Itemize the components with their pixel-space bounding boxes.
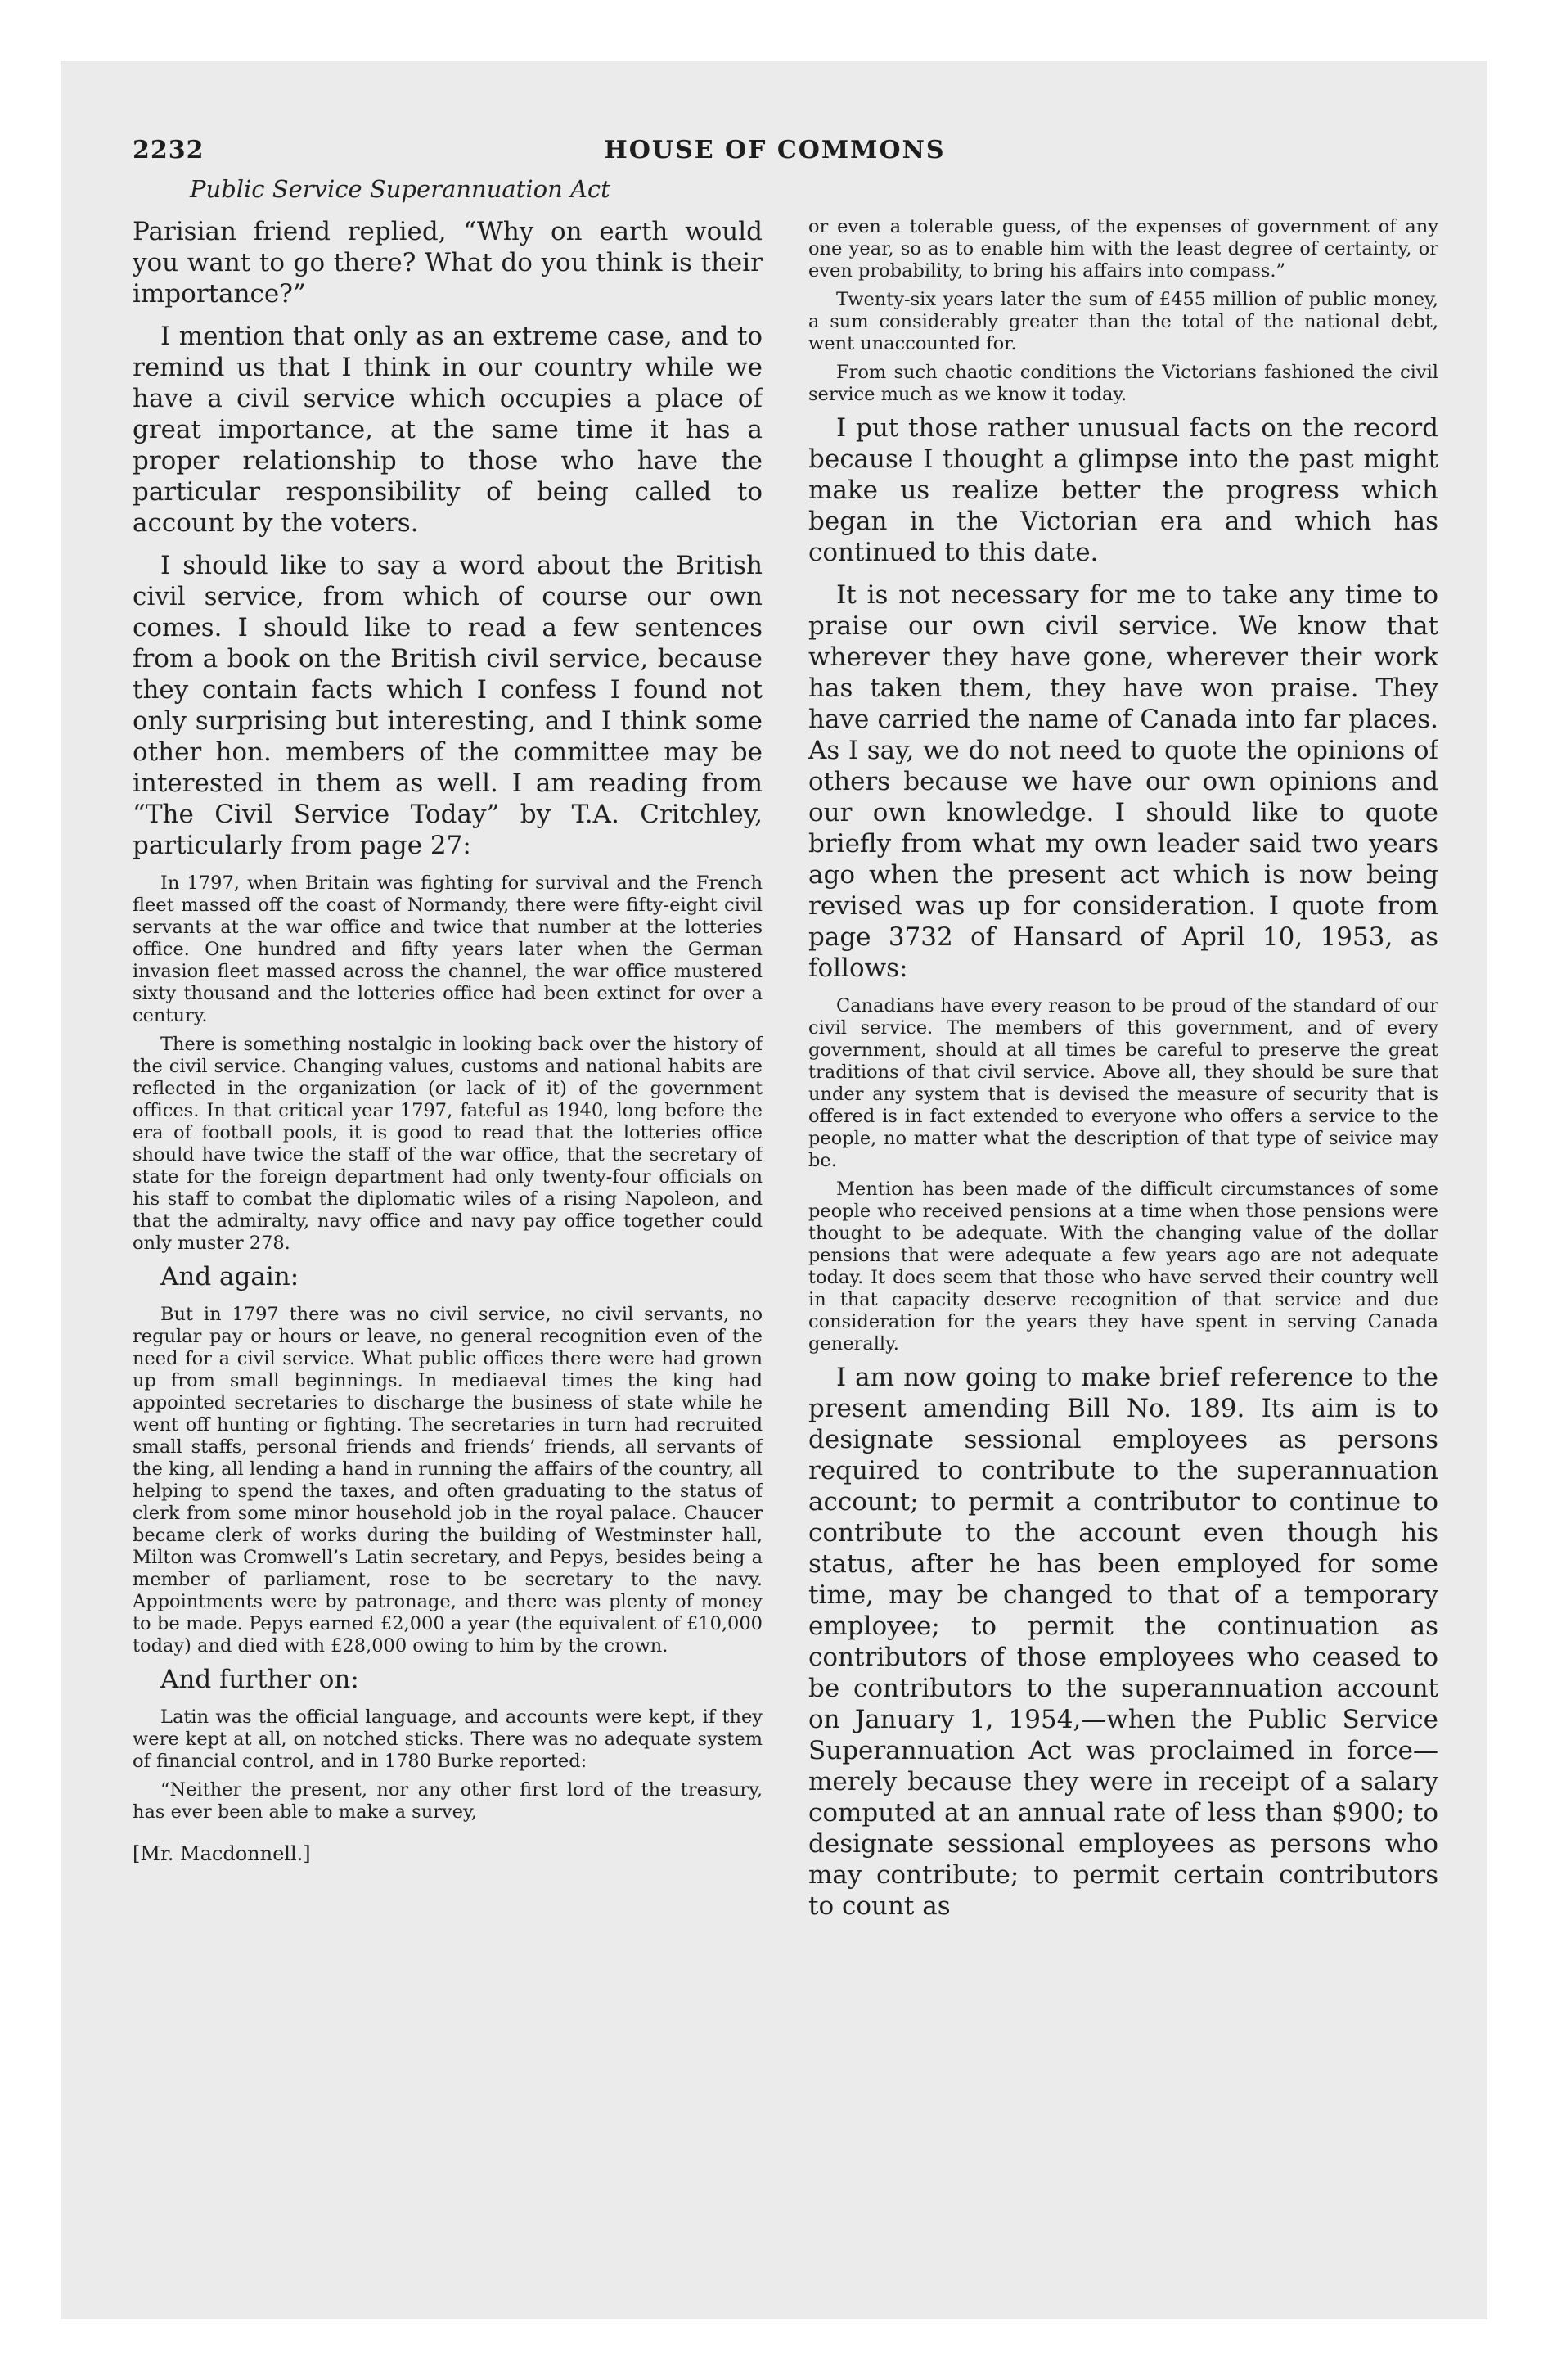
paragraph: I mention that only as an extreme case, and to remind us that I think in our country while we have a civil service which occupies a place of great importance, at the same time it has a proper relationship to those who have the particular responsibility of being called to account by the voters. bbox=[133, 322, 763, 538]
section-title: Public Service Superannuation Act bbox=[190, 175, 610, 203]
speaker-attribution: [Mr. Macdonnell.] bbox=[133, 1842, 311, 1865]
quoted-passage: There is something nostalgic in looking back over the history of the civil service. Changing values, customs and national habits are reflected in the organization (or lack of it) of the government offices. In that critical year 1797, fateful as 1940, long before the era of football pools, it is good to read that the lotteries office should have twice the staff of the war office, that the secretary of state for the foreign department had only twenty-four officials on his staff to combat the diplomatic wiles of a rising Napoleon, and that the admiralty, navy office and navy pay office together could only muster 278. bbox=[133, 1034, 763, 1254]
paragraph: I put those rather unusual facts on the record because I thought a glimpse into the past might make us realize better the progress which began in the Victorian era and which has continued to this date. bbox=[808, 413, 1438, 567]
quoted-passage: “Neither the present, nor any other first lord of the treasury, has ever been able to make a survey, bbox=[133, 1779, 763, 1823]
page-number: 2232 bbox=[133, 136, 205, 165]
paragraph: Parisian friend replied, “Why on earth would you want to go there? What do you think is their importance?” bbox=[133, 217, 763, 309]
quoted-passage: In 1797, when Britain was fighting for survival and the French fleet massed off the coast of Normandy, there were fifty-eight civil servants at the war office and twice that number at the lotteries office. One hundred and fifty years later when the German invasion fleet massed across the channel, the war office mustered sixty thousand and the lotteries office had been extinct for over a century. bbox=[133, 872, 763, 1026]
lead-in-line: And further on: bbox=[160, 1665, 359, 1694]
right-column bbox=[808, 216, 1438, 2295]
quoted-passage: Twenty-six years later the sum of £455 million of public money, a sum considerably greater than the total of the national debt, went unaccounted for. bbox=[808, 289, 1438, 354]
paragraph: It is not necessary for me to take any time to praise our own civil service. We know that wherever they have gone, wherever their work has taken them, they have won praise. They have carried the name of Canada into far places. As I say, we do not need to quote the opinions of others because we have our own opinions and our own knowledge. I should like to quote briefly from what my own leader said two years ago when the present act which is now being revised was up for consideration. I quote from page 3732 of Hansard of April 10, 1953, as follows: bbox=[808, 580, 1438, 983]
quoted-passage: Mention has been made of the difficult circumstances of some people who received pensions at a time when those pensions were thought to be adequate. With the changing value of the dollar pensions that were adequate a few years ago are not adequate today. It does seem that those who have served their country well in that capacity deserve recognition of that service and due consideration for the years they have spent in serving Canada generally. bbox=[808, 1179, 1438, 1355]
lead-in-line: And again: bbox=[160, 1262, 299, 1291]
quoted-passage: From such chaotic conditions the Victorians fashioned the civil service much as we know it today. bbox=[808, 362, 1438, 405]
quoted-passage: But in 1797 there was no civil service, no civil servants, no regular pay or hours or leave, no general recognition even of the need for a civil service. What public offices there were had grown up from small beginnings. In mediaeval times the king had appointed secretaries to discharge the business of state while he went off hunting or fighting. The secretaries in turn had recruited small staffs, personal friends and friends’ friends, all servants of the king, all lending a hand in running the affairs of the country, all helping to spend the taxes, and often graduating to the status of clerk from some minor household job in the royal palace. Chaucer became clerk of works during the building of Westminster hall, Milton was Cromwell’s Latin secretary, and Pepys, besides being a member of parliament, rose to be secretary to the navy. Appointments were by patronage, and there was plenty of money to be made. Pepys earned £2,000 a year (the equivalent of £10,000 today) and died with £28,000 owing to him by the crown. bbox=[133, 1304, 763, 1657]
quoted-passage: or even a tolerable guess, of the expenses of government of any one year, so as to enable him with the least degree of certainty, or even probability, to bring his affairs into compass.” bbox=[808, 216, 1438, 282]
paragraph: I should like to say a word about the British civil service, from which of course our own comes. I should like to read a few sentences from a book on the British civil service, because they contain facts which I confess I found not only surprising but interesting, and I think some other hon. members of the committee may be interested in them as well. I am reading from “The Civil Service Today” by T.A. Critchley, particularly from page 27: bbox=[133, 551, 763, 860]
running-title: HOUSE OF COMMONS bbox=[604, 136, 946, 165]
scanned-page bbox=[61, 61, 1487, 2319]
quoted-passage: Latin was the official language, and accounts were kept, if they were kept at all, on notched sticks. There was no adequate system of financial control, and in 1780 Burke reported: bbox=[133, 1706, 763, 1772]
left-column bbox=[133, 216, 763, 2295]
paragraph: I am now going to make brief reference to the present amending Bill No. 189. Its aim is to designate sessional employees as persons required to contribute to the superannuation account; to permit a contributor to continue to contribute to the account even though his status, after he has been employed for some time, may be changed to that of a temporary employee; to permit the continuation as contributors of those employees who ceased to be contributors to the superannuation account on January 1, 1954,—when the Public Service Superannuation Act was proclaimed in force—merely because they were in receipt of a salary computed at an annual rate of less than $900; to designate sessional employees as persons who may contribute; to permit certain contributors to count as bbox=[808, 1363, 1438, 1921]
quoted-passage: Canadians have every reason to be proud of the standard of our civil service. The members of this government, and of every government, should at all times be careful to preserve the great traditions of that civil service. Above all, they should be sure that under any system that is devised the measure of security that is offered is in fact extended to everyone who offers a service to the people, no matter what the description of that type of seivice may be. bbox=[808, 995, 1438, 1171]
page-header bbox=[133, 136, 1417, 177]
